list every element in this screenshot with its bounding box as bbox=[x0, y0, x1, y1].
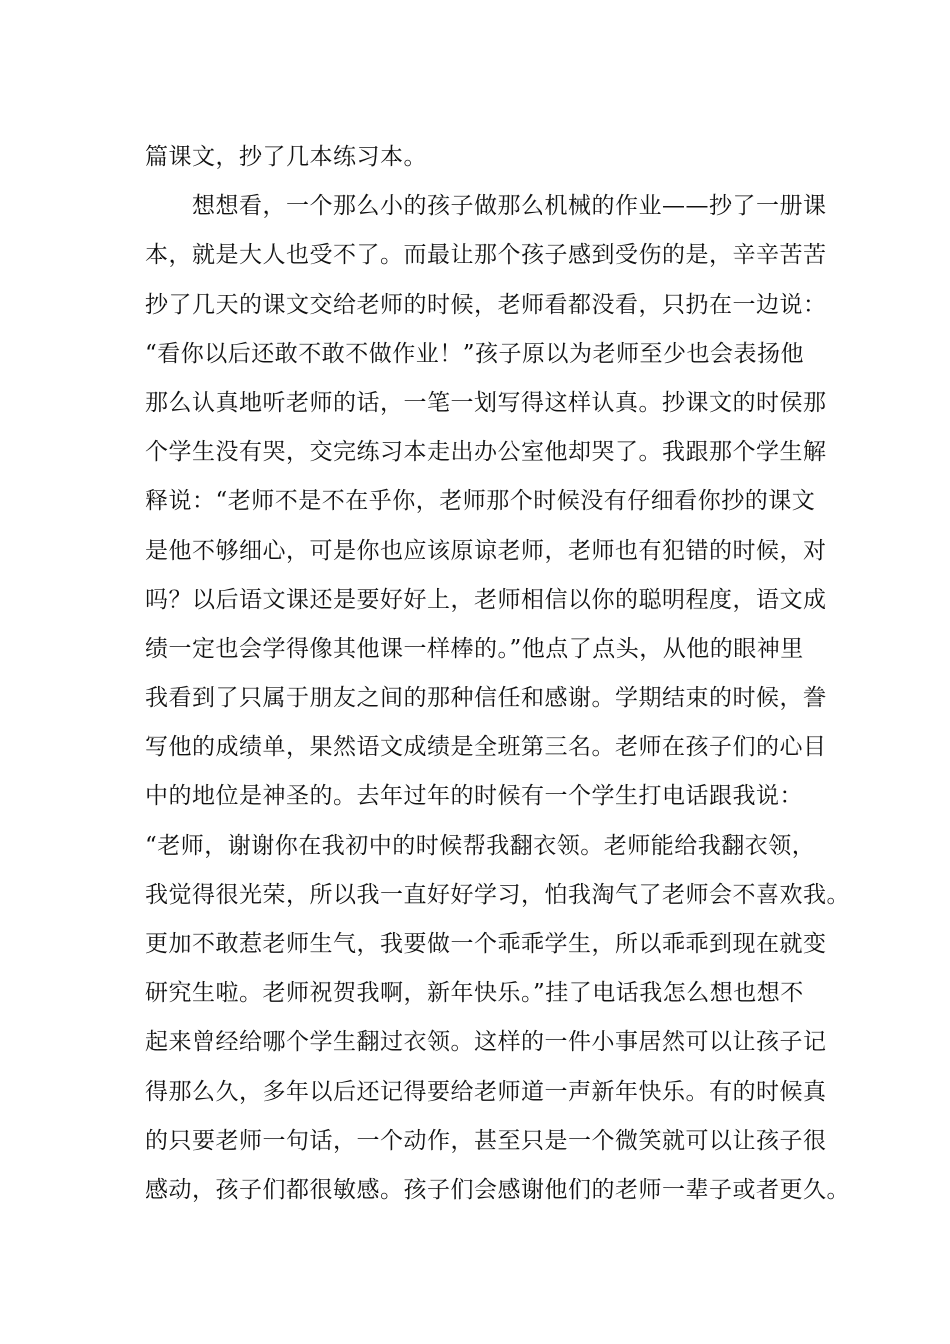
text-line: 研究生啦。老师祝贺我啊，新年快乐。”挂了电话我怎么想也想不 bbox=[145, 980, 804, 1007]
text-line: 吗？以后语文课还是要好好上，老师相信以你的聪明程度，语文成 bbox=[145, 586, 827, 613]
text-line: 我觉得很光荣，所以我一直好好学习，怕我淘气了老师会不喜欢我。 bbox=[145, 881, 850, 908]
text-line: 释说：“老师不是不在乎你，老师那个时候没有仔细看你抄的课文 bbox=[145, 488, 816, 515]
text-line: 抄了几天的课文交给老师的时候，老师看都没看，只扔在一边说： bbox=[145, 291, 827, 318]
text-line: 中的地位是神圣的。去年过年的时候有一个学生打电话跟我说： bbox=[145, 783, 803, 810]
text-line: 绩一定也会学得像其他课一样棒的。”他点了点头，从他的眼神里 bbox=[145, 635, 804, 662]
text-line: 我看到了只属于朋友之间的那种信任和感谢。学期结束的时候，誊 bbox=[145, 685, 827, 712]
text-line: 那么认真地听老师的话，一笔一划写得这样认真。抄课文的时侯那 bbox=[145, 389, 827, 416]
text-line: “看你以后还敢不敢不做作业！”孩子原以为老师至少也会表扬他 bbox=[145, 340, 805, 367]
text-line: 得那么久，多年以后还记得要给老师道一声新年快乐。有的时候真 bbox=[145, 1078, 827, 1105]
text-line: 的只要老师一句话，一个动作，甚至只是一个微笑就可以让孩子很 bbox=[145, 1127, 827, 1154]
text-line: 篇课文，抄了几本练习本。 bbox=[145, 144, 427, 170]
text-line: 本，就是大人也受不了。而最让那个孩子感到受伤的是，辛辛苦苦 bbox=[145, 242, 827, 269]
text-line: 写他的成绩单，果然语文成绩是全班第三名。老师在孩子们的心目 bbox=[145, 734, 827, 761]
text-line: 是他不够细心，可是你也应该原谅老师，老师也有犯错的时候，对 bbox=[145, 537, 827, 564]
text-line: 想想看，一个那么小的孩子做那么机械的作业——抄了一册课 bbox=[145, 193, 827, 220]
text-line: 个学生没有哭，交完练习本走出办公室他却哭了。我跟那个学生解 bbox=[145, 439, 827, 466]
text-line: “老师，谢谢你在我初中的时候帮我翻衣领。老师能给我翻衣领， bbox=[145, 832, 816, 859]
text-line: 更加不敢惹老师生气，我要做一个乖乖学生，所以乖乖到现在就变 bbox=[145, 931, 827, 957]
document-text bbox=[145, 133, 850, 1215]
text-line: 起来曾经给哪个学生翻过衣领。这样的一件小事居然可以让孩子记 bbox=[145, 1029, 827, 1056]
text-line: 感动，孩子们都很敏感。孩子们会感谢他们的老师一辈子或者更久。 bbox=[145, 1176, 850, 1203]
